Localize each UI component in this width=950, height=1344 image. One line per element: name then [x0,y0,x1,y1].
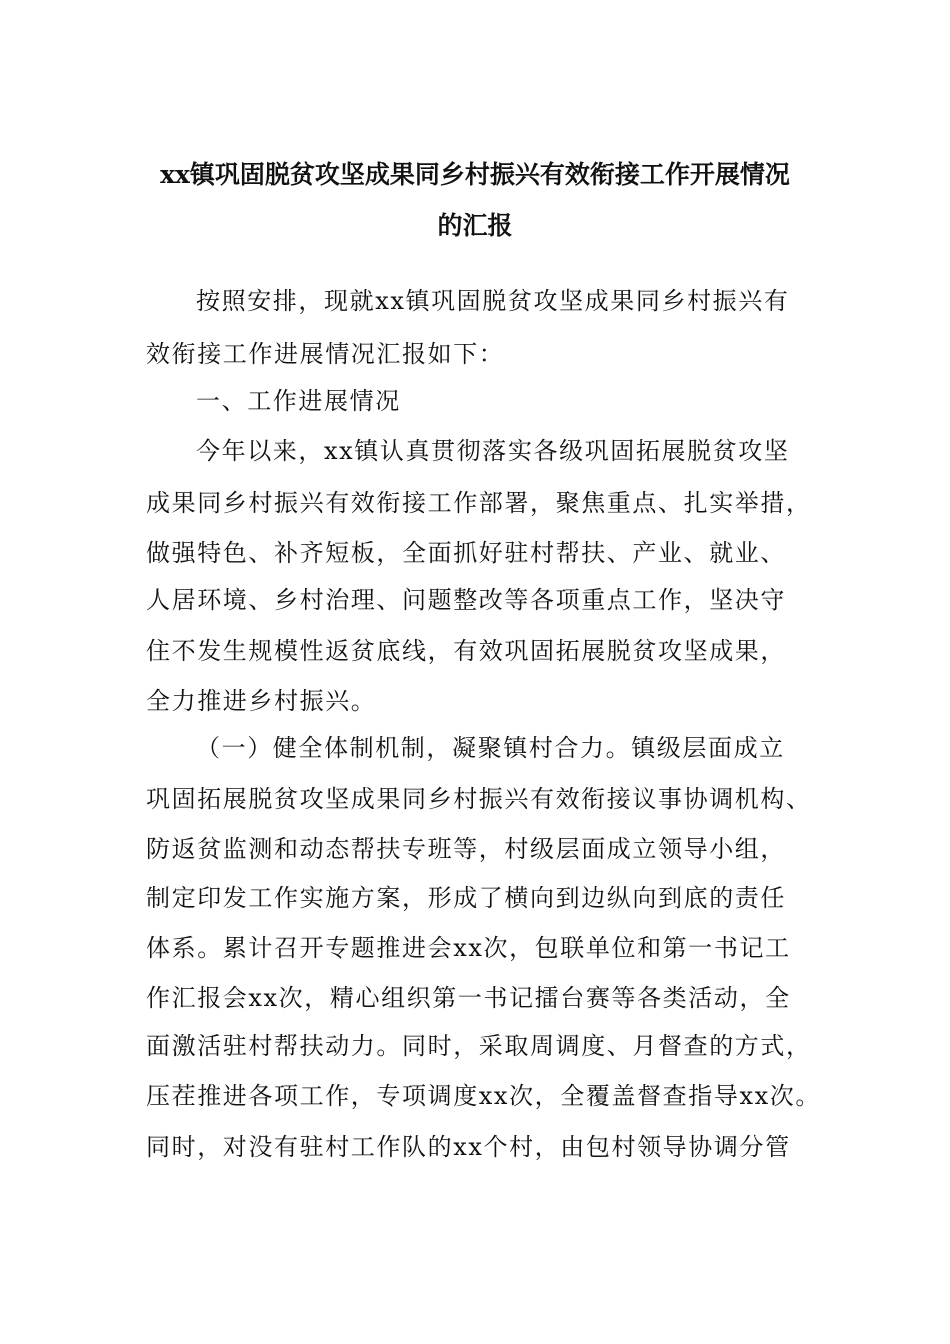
subsection-paragraph-line: 面激活驻村帮扶动力。同时，采取周调度、月督查的方式， [146,1032,812,1060]
body-paragraph-line: 住不发生规模性返贫底线，有效巩固拓展脱贫攻坚成果， [146,637,786,665]
document-title-line-1: xx镇巩固脱贫攻坚成果同乡村振兴有效衔接工作开展情况 [160,160,790,189]
subsection-paragraph-line: 巩固拓展脱贫攻坚成果同乡村振兴有效衔接议事协调机构、 [146,785,812,813]
section-heading: 一、工作进展情况 [196,387,401,415]
body-paragraph-line: 今年以来，xx镇认真贯彻落实各级巩固拓展脱贫攻坚 [196,437,790,465]
body-paragraph-line: 做强特色、补齐短板，全面抓好驻村帮扶、产业、就业、 [146,539,786,567]
document-title-line-2: 的汇报 [437,211,513,240]
subsection-paragraph-line: 压茬推进各项工作，专项调度xx次，全覆盖督查指导xx次。 [146,1082,821,1110]
body-paragraph-line: 成果同乡村振兴有效衔接工作部署，聚焦重点、扎实举措， [146,489,812,517]
body-paragraph-line: 全力推进乡村振兴。 [146,687,377,715]
subsection-paragraph-line: （一）健全体制机制，凝聚镇村合力。镇级层面成立 [196,734,785,762]
subsection-paragraph-line: 体系。累计召开专题推进会xx次，包联单位和第一书记工 [146,934,791,962]
subsection-paragraph-line: 防返贫监测和动态帮扶专班等，村级层面成立领导小组， [146,835,786,863]
subsection-paragraph-line: 制定印发工作实施方案，形成了横向到边纵向到底的责任 [146,884,786,912]
intro-paragraph-line: 效衔接工作进展情况汇报如下： [146,340,505,368]
intro-paragraph-line: 按照安排，现就xx镇巩固脱贫攻坚成果同乡村振兴有 [196,287,790,315]
subsection-paragraph-line: 同时，对没有驻村工作队的xx个村，由包村领导协调分管 [146,1133,791,1161]
subsection-paragraph-line: 作汇报会xx次，精心组织第一书记擂台赛等各类活动，全 [146,984,791,1012]
body-paragraph-line: 人居环境、乡村治理、问题整改等各项重点工作，坚决守 [146,586,786,614]
